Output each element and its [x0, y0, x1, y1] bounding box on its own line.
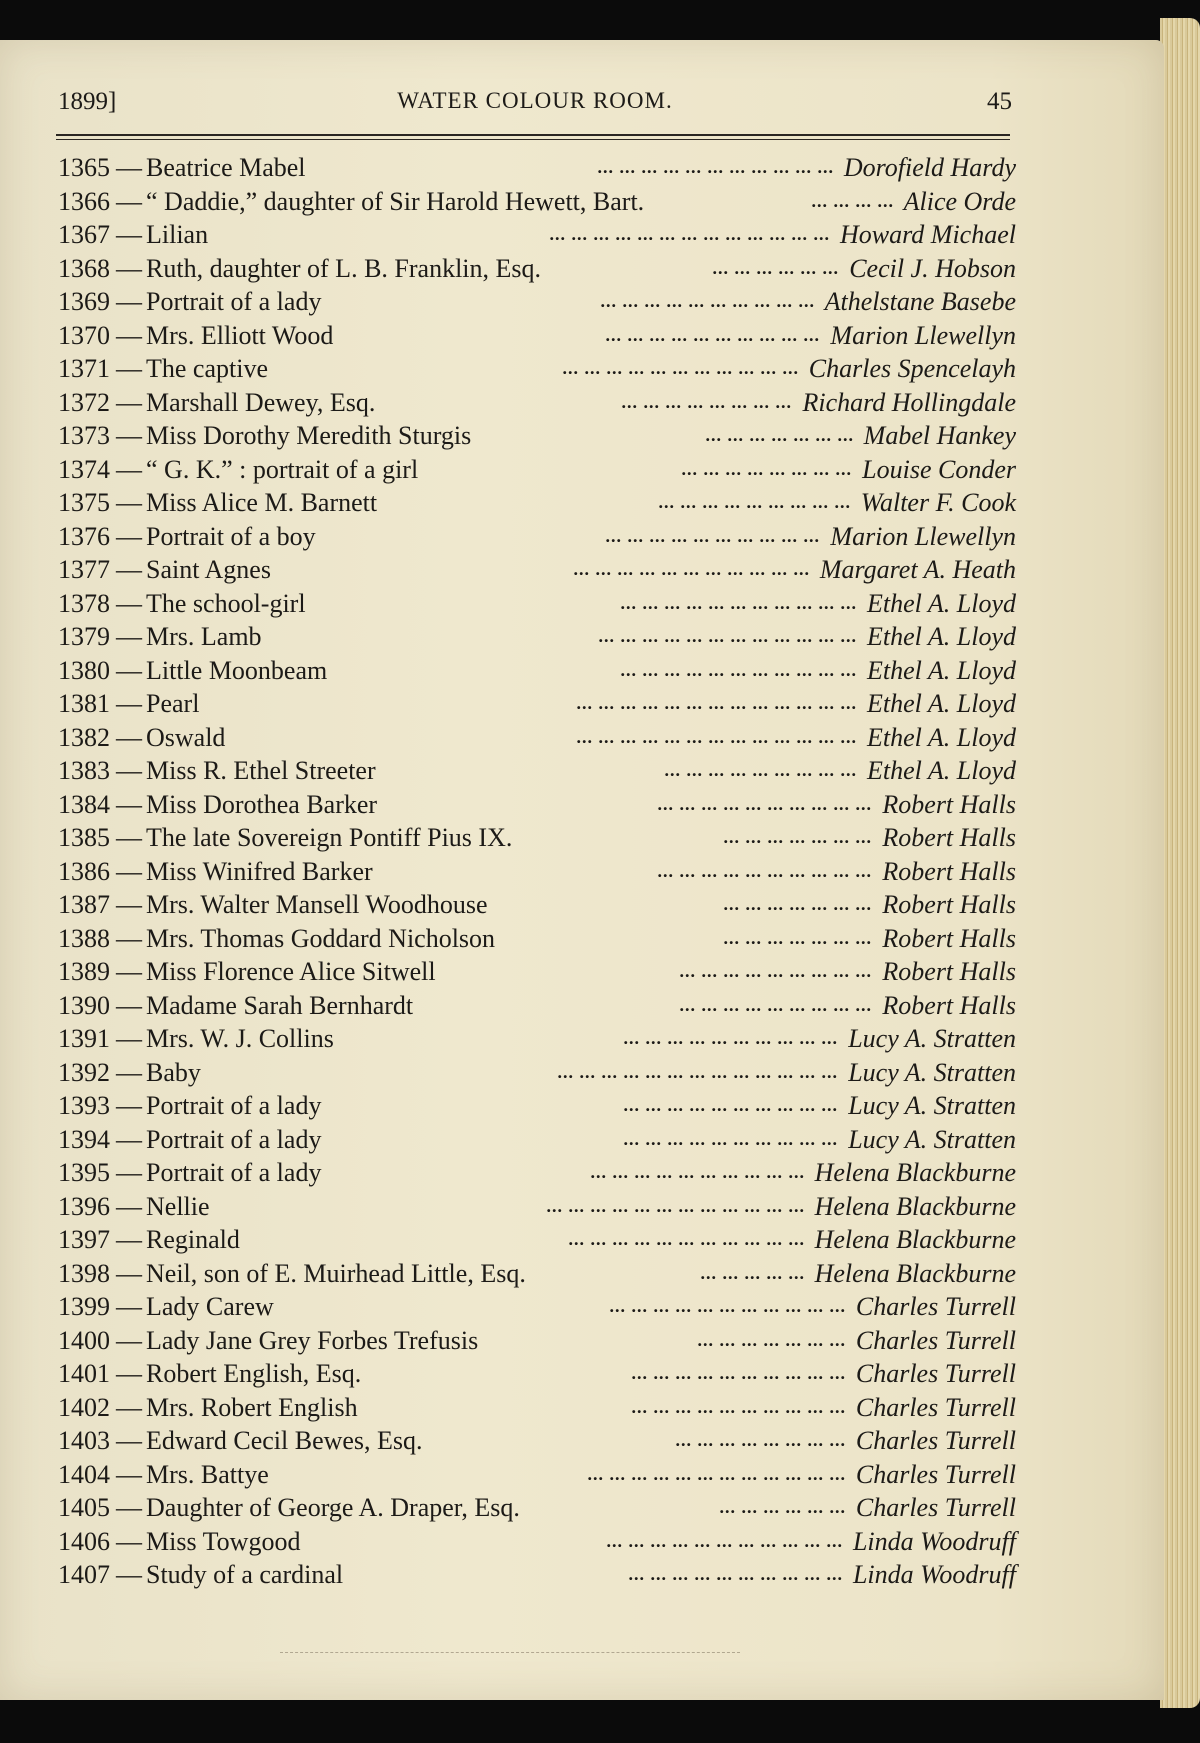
entry-artist: Robert Halls [882, 890, 1016, 919]
entry-subject: Oswald [146, 722, 226, 752]
entry-dash: — [116, 622, 142, 651]
entry-artist: Linda Woodruff [852, 1560, 1016, 1589]
entry-dash: — [116, 1359, 142, 1388]
running-header [58, 88, 1012, 128]
dot-leader: ... ... ... ... ... ... ... ... ... ... ... ... ... [549, 224, 830, 244]
catalogue-entry [58, 453, 1016, 487]
dot-leader: ... ... ... ... ... ... ... ... ... ... ... ... [598, 626, 857, 646]
entry-artist: Charles Turrell [855, 1392, 1016, 1422]
entry-number: 1368 [58, 253, 110, 283]
catalogue-entry [58, 922, 1016, 956]
entry-dash: — [116, 421, 142, 450]
catalogue-entry [58, 587, 1016, 621]
catalogue-entry [58, 218, 1016, 252]
entry-subject: The late Sovereign Pontiff Pius IX. [146, 823, 513, 852]
entry-subject: Pearl [146, 689, 200, 718]
entry-dash: — [116, 1258, 142, 1288]
catalogue-entry [58, 855, 1016, 889]
catalogue-entry [58, 386, 1016, 420]
dot-leader: ... ... ... ... ... ... ... ... ... ... ... [606, 1530, 843, 1551]
dot-leader: ... ... ... ... ... ... [712, 257, 839, 278]
entry-number: 1399 [58, 1292, 110, 1321]
catalogue-entry [58, 1156, 1016, 1190]
entry-subject: Mrs. Battye [146, 1459, 269, 1489]
entry-artist: Helena Blackburne [814, 1158, 1016, 1187]
entry-number: 1384 [58, 789, 110, 819]
entry-number: 1401 [58, 1359, 110, 1388]
entry-artist: Robert Halls [882, 923, 1016, 953]
entry-subject: Mrs. W. J. Collins [146, 1024, 334, 1053]
entry-dash: — [116, 789, 142, 819]
entry-subject: Portrait of a lady [146, 287, 322, 316]
entry-subject: Miss Alice M. Barnett [146, 488, 378, 517]
catalogue-entry [58, 1022, 1016, 1056]
entry-subject: Beatrice Mabel [146, 153, 306, 182]
entry-number: 1369 [58, 287, 110, 316]
dot-leader: ... ... ... ... ... ... ... ... ... ... ... [573, 559, 810, 579]
dot-leader: ... ... ... ... ... ... ... ... ... ... ... [597, 157, 834, 177]
catalogue-entry [58, 955, 1016, 989]
header-rule [56, 134, 1010, 136]
catalogue-entry [58, 888, 1016, 922]
dot-leader: ... ... ... ... ... ... ... ... [675, 1430, 846, 1450]
dot-leader: ... ... ... ... ... ... ... ... ... ... ... [562, 358, 799, 378]
catalogue-entry [58, 1190, 1016, 1224]
entry-dash: — [116, 287, 142, 316]
dot-leader: ... ... ... ... ... ... [719, 1497, 846, 1517]
entry-dash: — [116, 153, 142, 182]
entry-subject: Reginald [146, 1225, 240, 1254]
catalogue-entry [58, 1056, 1016, 1090]
dot-leader: ... ... ... ... ... ... ... [723, 894, 872, 914]
entry-subject: Portrait of a lady [146, 1124, 322, 1154]
entry-subject: Little Moonbeam [146, 655, 328, 685]
entry-artist: Charles Turrell [855, 1325, 1016, 1355]
catalogue-entry [58, 1525, 1016, 1559]
entry-number: 1379 [58, 622, 110, 651]
entry-artist: Ethel A. Lloyd [866, 588, 1016, 618]
dot-leader: ... ... ... ... [811, 190, 894, 211]
dot-leader: ... ... ... ... ... ... ... ... ... [658, 492, 851, 512]
entry-subject: Ruth, daughter of L. B. Franklin, Esq. [146, 253, 542, 283]
entry-subject: Baby [146, 1057, 201, 1087]
entry-subject: Study of a cardinal [146, 1560, 344, 1589]
dot-leader: ... ... ... ... ... ... ... ... ... ... ... ... [546, 1195, 805, 1216]
entry-subject: Robert English, Esq. [146, 1359, 362, 1388]
entry-dash: — [116, 253, 142, 283]
entry-artist: Marion Llewellyn [830, 320, 1016, 350]
entry-subject: Portrait of a lady [146, 1091, 322, 1120]
entry-artist: Charles Turrell [855, 1426, 1016, 1455]
catalogue-entry [58, 788, 1016, 822]
entry-artist: Ethel A. Lloyd [866, 655, 1016, 685]
entry-artist: Athelstane Basebe [824, 287, 1016, 316]
entry-dash: — [116, 1024, 142, 1053]
dot-leader: ... ... ... ... ... ... ... ... [621, 391, 792, 412]
catalogue-entry [58, 1391, 1016, 1425]
catalogue-entry [58, 352, 1016, 386]
header-year: 1899] [58, 88, 117, 115]
dot-leader: ... ... ... ... ... ... ... ... ... ... ... ... ... [557, 1061, 838, 1082]
entry-number: 1372 [58, 387, 110, 417]
entry-dash: — [116, 1124, 142, 1154]
dot-leader: ... ... ... ... ... ... ... ... ... ... [590, 1162, 805, 1182]
entry-subject: The school-girl [146, 588, 306, 618]
catalogue-entry [58, 1223, 1016, 1257]
dot-leader: ... ... ... ... ... ... ... ... ... ... [600, 291, 815, 311]
entry-dash: — [116, 220, 142, 249]
entry-number: 1397 [58, 1225, 110, 1254]
dot-leader: ... ... ... ... ... ... ... ... ... ... ... [620, 592, 857, 613]
entry-dash: — [116, 923, 142, 953]
entry-subject: “ G. K.” : portrait of a girl [146, 454, 419, 484]
entry-dash: — [116, 890, 142, 919]
entry-dash: — [116, 588, 142, 618]
entry-dash: — [116, 1459, 142, 1489]
entry-subject: Nellie [146, 1191, 210, 1221]
dot-leader: ... ... ... ... ... ... ... [723, 927, 872, 948]
entry-number: 1374 [58, 454, 110, 484]
entry-artist: Alice Orde [903, 186, 1016, 216]
entry-number: 1389 [58, 957, 110, 986]
entry-subject: Mrs. Walter Mansell Woodhouse [146, 890, 488, 919]
entry-artist: Charles Turrell [855, 1359, 1016, 1388]
entry-subject: Mrs. Elliott Wood [146, 320, 334, 350]
entry-dash: — [116, 1526, 142, 1556]
entry-dash: — [116, 320, 142, 350]
entry-dash: — [116, 689, 142, 718]
catalogue-entry [58, 285, 1016, 319]
entry-artist: Helena Blackburne [814, 1225, 1016, 1254]
entry-number: 1396 [58, 1191, 110, 1221]
dot-leader: ... ... ... ... ... ... ... ... ... ... [623, 1095, 838, 1115]
entry-dash: — [116, 1292, 142, 1321]
dot-leader: ... ... ... ... ... ... ... ... ... ... [605, 525, 820, 546]
entry-number: 1376 [58, 521, 110, 551]
dot-leader: ... ... ... ... ... ... ... ... [681, 458, 852, 479]
entry-dash: — [116, 1325, 142, 1355]
entry-artist: Charles Turrell [855, 1459, 1016, 1489]
dot-leader: ... ... ... ... ... ... ... ... ... ... ... [620, 659, 857, 680]
entry-subject: Portrait of a boy [146, 521, 316, 551]
catalogue-entry [58, 319, 1016, 353]
entry-subject: Miss Dorothy Meredith Sturgis [146, 421, 472, 450]
dot-leader: ... ... ... ... ... ... ... ... ... ... [605, 324, 820, 345]
entry-dash: — [116, 823, 142, 852]
entry-dash: — [116, 387, 142, 417]
catalogue-entry [58, 1558, 1016, 1592]
entry-artist: Ethel A. Lloyd [866, 689, 1016, 718]
entry-subject: Lilian [146, 220, 209, 249]
entry-number: 1366 [58, 186, 110, 216]
entry-subject: Madame Sarah Bernhardt [146, 990, 414, 1020]
entry-dash: — [116, 1493, 142, 1522]
catalogue-entry [58, 821, 1016, 855]
entry-artist: Ethel A. Lloyd [866, 722, 1016, 752]
entry-number: 1381 [58, 689, 110, 718]
entry-artist: Lucy A. Stratten [848, 1057, 1016, 1087]
entry-dash: — [116, 1392, 142, 1422]
entry-dash: — [116, 655, 142, 685]
entry-number: 1371 [58, 354, 110, 383]
entry-dash: — [116, 1091, 142, 1120]
entry-artist: Robert Halls [882, 957, 1016, 986]
entry-artist: Lucy A. Stratten [848, 1124, 1016, 1154]
entry-subject: Marshall Dewey, Esq. [146, 387, 376, 417]
entry-artist: Helena Blackburne [814, 1191, 1016, 1221]
dot-leader: ... ... ... ... ... ... ... [723, 827, 872, 847]
entry-artist: Margaret A. Heath [819, 555, 1016, 584]
entry-number: 1375 [58, 488, 110, 517]
entry-artist: Richard Hollingdale [802, 387, 1016, 417]
entry-number: 1403 [58, 1426, 110, 1455]
header-title: WATER COLOUR ROOM. [397, 88, 673, 113]
entry-number: 1378 [58, 588, 110, 618]
entry-artist: Linda Woodruff [852, 1526, 1016, 1556]
dot-leader: ... ... ... ... ... ... ... ... ... ... [631, 1396, 846, 1417]
entry-subject: Edward Cecil Bewes, Esq. [146, 1426, 423, 1455]
entry-number: 1392 [58, 1057, 110, 1087]
entry-artist: Ethel A. Lloyd [866, 756, 1016, 785]
catalogue-entry [58, 185, 1016, 219]
entry-dash: — [116, 957, 142, 986]
entry-dash: — [116, 1057, 142, 1087]
entry-number: 1391 [58, 1024, 110, 1053]
entry-number: 1382 [58, 722, 110, 752]
catalogue-list [58, 151, 1016, 1592]
entry-artist: Mabel Hankey [863, 421, 1016, 450]
catalogue-entry [58, 1290, 1016, 1324]
entry-dash: — [116, 555, 142, 584]
entry-dash: — [116, 756, 142, 785]
entry-number: 1365 [58, 153, 110, 182]
entry-subject: Miss Winifred Barker [146, 856, 373, 886]
dot-leader: ... ... ... ... ... ... ... ... ... ... ... [568, 1229, 805, 1249]
entry-dash: — [116, 454, 142, 484]
entry-dash: — [116, 722, 142, 752]
dot-leader: ... ... ... ... ... ... ... ... ... ... ... ... ... [576, 726, 857, 747]
entry-subject: Mrs. Thomas Goddard Nicholson [146, 923, 496, 953]
catalogue-entry [58, 620, 1016, 654]
entry-artist: Walter F. Cook [860, 488, 1016, 517]
entry-number: 1388 [58, 923, 110, 953]
entry-number: 1390 [58, 990, 110, 1020]
catalogue-entry [58, 419, 1016, 453]
dot-leader: ... ... ... ... ... ... ... ... ... ... [631, 1363, 846, 1383]
catalogue-entry [58, 486, 1016, 520]
entry-artist: Charles Turrell [855, 1292, 1016, 1321]
catalogue-entry [58, 1357, 1016, 1391]
catalogue-entry [58, 1491, 1016, 1525]
catalogue-entry [58, 1424, 1016, 1458]
entry-number: 1404 [58, 1459, 110, 1489]
catalogue-entry [58, 754, 1016, 788]
entry-artist: Howard Michael [840, 220, 1016, 249]
entry-number: 1398 [58, 1258, 110, 1288]
entry-number: 1370 [58, 320, 110, 350]
entry-artist: Charles Spencelayh [808, 354, 1016, 383]
catalogue-entry [58, 1257, 1016, 1291]
dot-leader: ... ... ... ... ... [700, 1262, 805, 1283]
catalogue-entry [58, 1324, 1016, 1358]
catalogue-entry [58, 553, 1016, 587]
page-edges [1160, 18, 1200, 1708]
entry-dash: — [116, 990, 142, 1020]
entry-number: 1407 [58, 1560, 110, 1589]
entry-subject: Mrs. Robert English [146, 1392, 358, 1422]
header-rule-thin [56, 139, 1010, 140]
entry-number: 1395 [58, 1158, 110, 1187]
entry-number: 1387 [58, 890, 110, 919]
entry-number: 1402 [58, 1392, 110, 1422]
entry-dash: — [116, 1426, 142, 1455]
entry-artist: Louise Conder [862, 454, 1016, 484]
entry-subject: Saint Agnes [146, 555, 271, 584]
entry-subject: Neil, son of E. Muirhead Little, Esq. [146, 1258, 526, 1288]
entry-artist: Helena Blackburne [814, 1258, 1016, 1288]
catalogue-entry [58, 151, 1016, 185]
dot-leader: ... ... ... ... ... ... ... ... ... [679, 961, 872, 981]
entry-artist: Robert Halls [882, 823, 1016, 852]
dot-leader: ... ... ... ... ... ... ... ... ... ... [657, 860, 872, 881]
dot-leader: ... ... ... ... ... ... ... ... ... ... ... ... [587, 1463, 846, 1484]
dot-leader: ... ... ... ... ... ... ... ... ... [679, 994, 872, 1015]
footer-marks [280, 1652, 740, 1655]
entry-number: 1393 [58, 1091, 110, 1120]
catalogue-entry [58, 989, 1016, 1023]
entry-artist: Lucy A. Stratten [848, 1091, 1016, 1120]
entry-artist: Ethel A. Lloyd [866, 622, 1016, 651]
catalogue-entry [58, 654, 1016, 688]
entry-artist: Dorofield Hardy [843, 153, 1016, 182]
entry-subject: Miss R. Ethel Streeter [146, 756, 376, 785]
dot-leader: ... ... ... ... ... ... ... ... ... ... ... ... ... [576, 693, 857, 713]
dot-leader: ... ... ... ... ... ... ... ... ... ... ... [609, 1296, 846, 1316]
entry-subject: Portrait of a lady [146, 1158, 322, 1187]
entry-subject: Daughter of George A. Draper, Esq. [146, 1493, 520, 1522]
entry-dash: — [116, 521, 142, 551]
entry-number: 1373 [58, 421, 110, 450]
entry-dash: — [116, 856, 142, 886]
entry-subject: Lady Jane Grey Forbes Trefusis [146, 1325, 479, 1355]
entry-subject: Miss Dorothea Barker [146, 789, 378, 819]
page-number: 45 [987, 88, 1012, 115]
entry-artist: Robert Halls [882, 856, 1016, 886]
dot-leader: ... ... ... ... ... ... ... [705, 425, 854, 445]
entry-number: 1377 [58, 555, 110, 584]
entry-dash: — [116, 1191, 142, 1221]
entry-artist: Robert Halls [882, 789, 1016, 819]
entry-number: 1406 [58, 1526, 110, 1556]
entry-number: 1394 [58, 1124, 110, 1154]
dot-leader: ... ... ... ... ... ... ... ... ... ... [628, 1564, 843, 1584]
entry-number: 1367 [58, 220, 110, 249]
catalogue-entry [58, 520, 1016, 554]
entry-dash: — [116, 186, 142, 216]
entry-artist: Lucy A. Stratten [848, 1024, 1016, 1053]
catalogue-entry [58, 252, 1016, 286]
dot-leader: ... ... ... ... ... ... ... ... ... ... [657, 793, 872, 814]
dot-leader: ... ... ... ... ... ... ... [697, 1329, 846, 1350]
entry-dash: — [116, 488, 142, 517]
entry-dash: — [116, 1158, 142, 1187]
dot-leader: ... ... ... ... ... ... ... ... ... [664, 760, 857, 780]
entry-number: 1383 [58, 756, 110, 785]
entry-subject: “ Daddie,” daughter of Sir Harold Hewett, Bart. [146, 186, 645, 216]
entry-subject: Miss Florence Alice Sitwell [146, 957, 436, 986]
catalogue-entry [58, 721, 1016, 755]
entry-dash: — [116, 1225, 142, 1254]
entry-subject: Miss Towgood [146, 1526, 301, 1556]
catalogue-entry [58, 1458, 1016, 1492]
catalogue-entry [58, 1123, 1016, 1157]
entry-number: 1385 [58, 823, 110, 852]
catalogue-entry [58, 687, 1016, 721]
entry-artist: Robert Halls [882, 990, 1016, 1020]
entry-artist: Marion Llewellyn [830, 521, 1016, 551]
entry-number: 1405 [58, 1493, 110, 1522]
entry-subject: Mrs. Lamb [146, 622, 262, 651]
entry-number: 1380 [58, 655, 110, 685]
entry-dash: — [116, 354, 142, 383]
entry-subject: The captive [146, 354, 268, 383]
entry-number: 1386 [58, 856, 110, 886]
entry-artist: Charles Turrell [855, 1493, 1016, 1522]
dot-leader: ... ... ... ... ... ... ... ... ... ... [623, 1128, 838, 1149]
entry-artist: Cecil J. Hobson [849, 253, 1016, 283]
entry-number: 1400 [58, 1325, 110, 1355]
entry-subject: Lady Carew [146, 1292, 274, 1321]
dot-leader: ... ... ... ... ... ... ... ... ... ... [623, 1028, 838, 1048]
entry-dash: — [116, 1560, 142, 1589]
catalogue-entry [58, 1089, 1016, 1123]
